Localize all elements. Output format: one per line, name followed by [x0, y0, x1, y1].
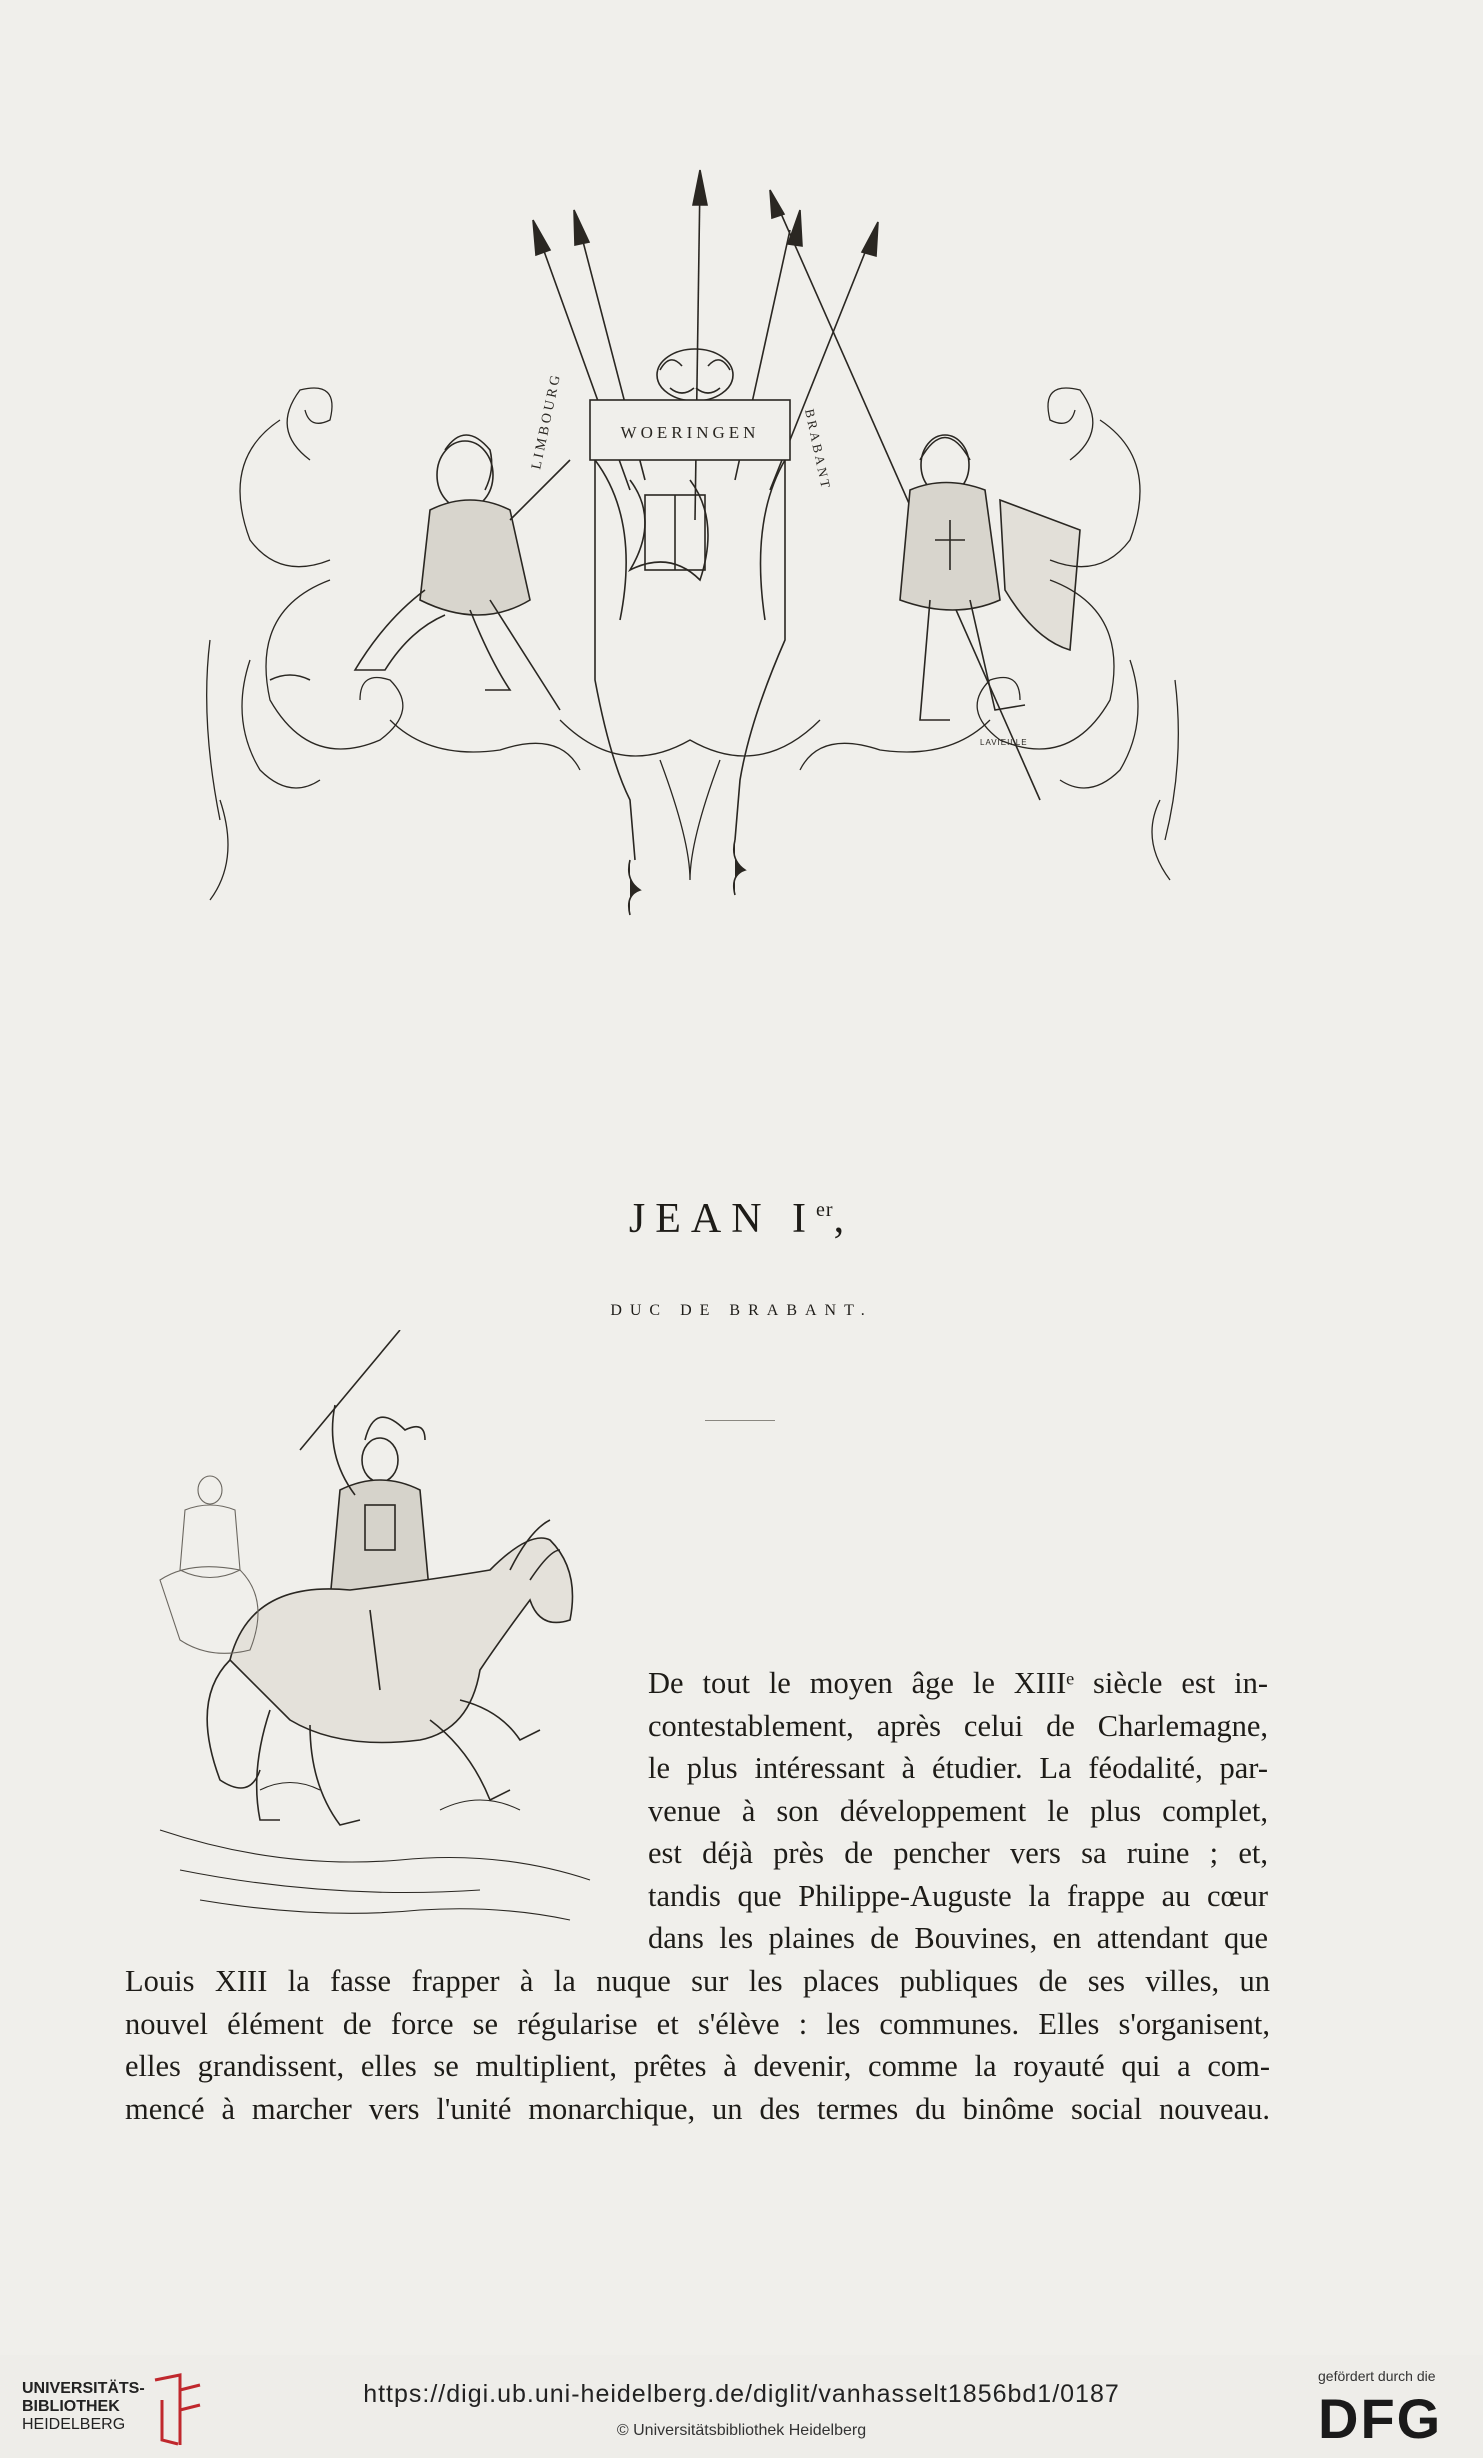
title-main: JEAN I [628, 1196, 817, 1242]
ground-hatching-icon [160, 1783, 590, 1921]
logo-line-1: UNIVERSITÄTS- [22, 2380, 145, 2397]
text-line: elles grandissent, elles se multiplient, prêtes à devenir, comme la royauté qui a com- [125, 2049, 1270, 2083]
banner-right-text: BRABANT [802, 407, 835, 492]
engraver-signature: LAVIEILLE [980, 738, 1028, 747]
text-line: dans les plaines de Bouvines, en attendant que [648, 1921, 1268, 1955]
text-line: venue à son développement le plus complet, [648, 1793, 1268, 1828]
rider-figure-icon [330, 1405, 430, 1610]
page-title [0, 1195, 1483, 1243]
knight-on-horseback-illustration [140, 1330, 620, 1950]
text-line: le plus intéressant à étudier. La féodalité, par- [648, 1751, 1268, 1785]
opening-paragraph-narrow [648, 1662, 1268, 1960]
copyright-notice: © Universitätsbibliothek Heidelberg [616, 2422, 867, 2439]
text-line: De tout le moyen âge le XIIIᵉ siècle est in- [648, 1666, 1268, 1700]
scrollwork-ornament-icon [207, 388, 1179, 900]
title-superscript: er [816, 1199, 834, 1221]
heraldic-vignette-illustration [190, 160, 1210, 1180]
text-line: est déjà près de pencher vers sa ruine ; et, [648, 1836, 1268, 1870]
laurel-wreath-icon [657, 349, 733, 401]
logo-line-3: HEIDELBERG [22, 2416, 126, 2433]
title-comma: , [833, 1196, 855, 1242]
page-subtitle: DUC DE BRABANT. [610, 1302, 873, 1319]
opening-paragraph-wide [125, 1960, 1270, 2130]
funding-label: gefördert durch die [1318, 2368, 1436, 2384]
left-seated-figure-icon [270, 435, 570, 710]
text-line: tandis que Philippe-Auguste la frappe au cœur [648, 1878, 1268, 1913]
divider-rule [705, 1420, 775, 1421]
banner-left-text: LIMBOURG [529, 371, 565, 471]
central-banner-icon [590, 400, 790, 915]
logo-line-2: BIBLIOTHEK [22, 2398, 120, 2415]
permalink-url[interactable]: https://digi.ub.uni-heidelberg.de/diglit/vanhasselt1856bd1/0187 [363, 2380, 1120, 2408]
text-line: nouvel élément de force se régularise et s'élève : les communes. Elles s'organisent, [125, 2006, 1270, 2041]
text-line: mencé à marcher vers l'unité monarchique, un des termes du binôme social nouveau. [125, 2091, 1270, 2126]
text-line: contestablement, après celui de Charlemagne, [648, 1708, 1268, 1743]
banner-center-text: WOERINGEN [620, 423, 760, 442]
dfg-logo[interactable]: DFG [1318, 2387, 1443, 2450]
right-knight-figure-icon [900, 435, 1080, 720]
text-line: Louis XIII la fasse frapper à la nuque sur les places publiques de ses villes, un [125, 1964, 1270, 1998]
sword-icon [300, 1330, 400, 1450]
